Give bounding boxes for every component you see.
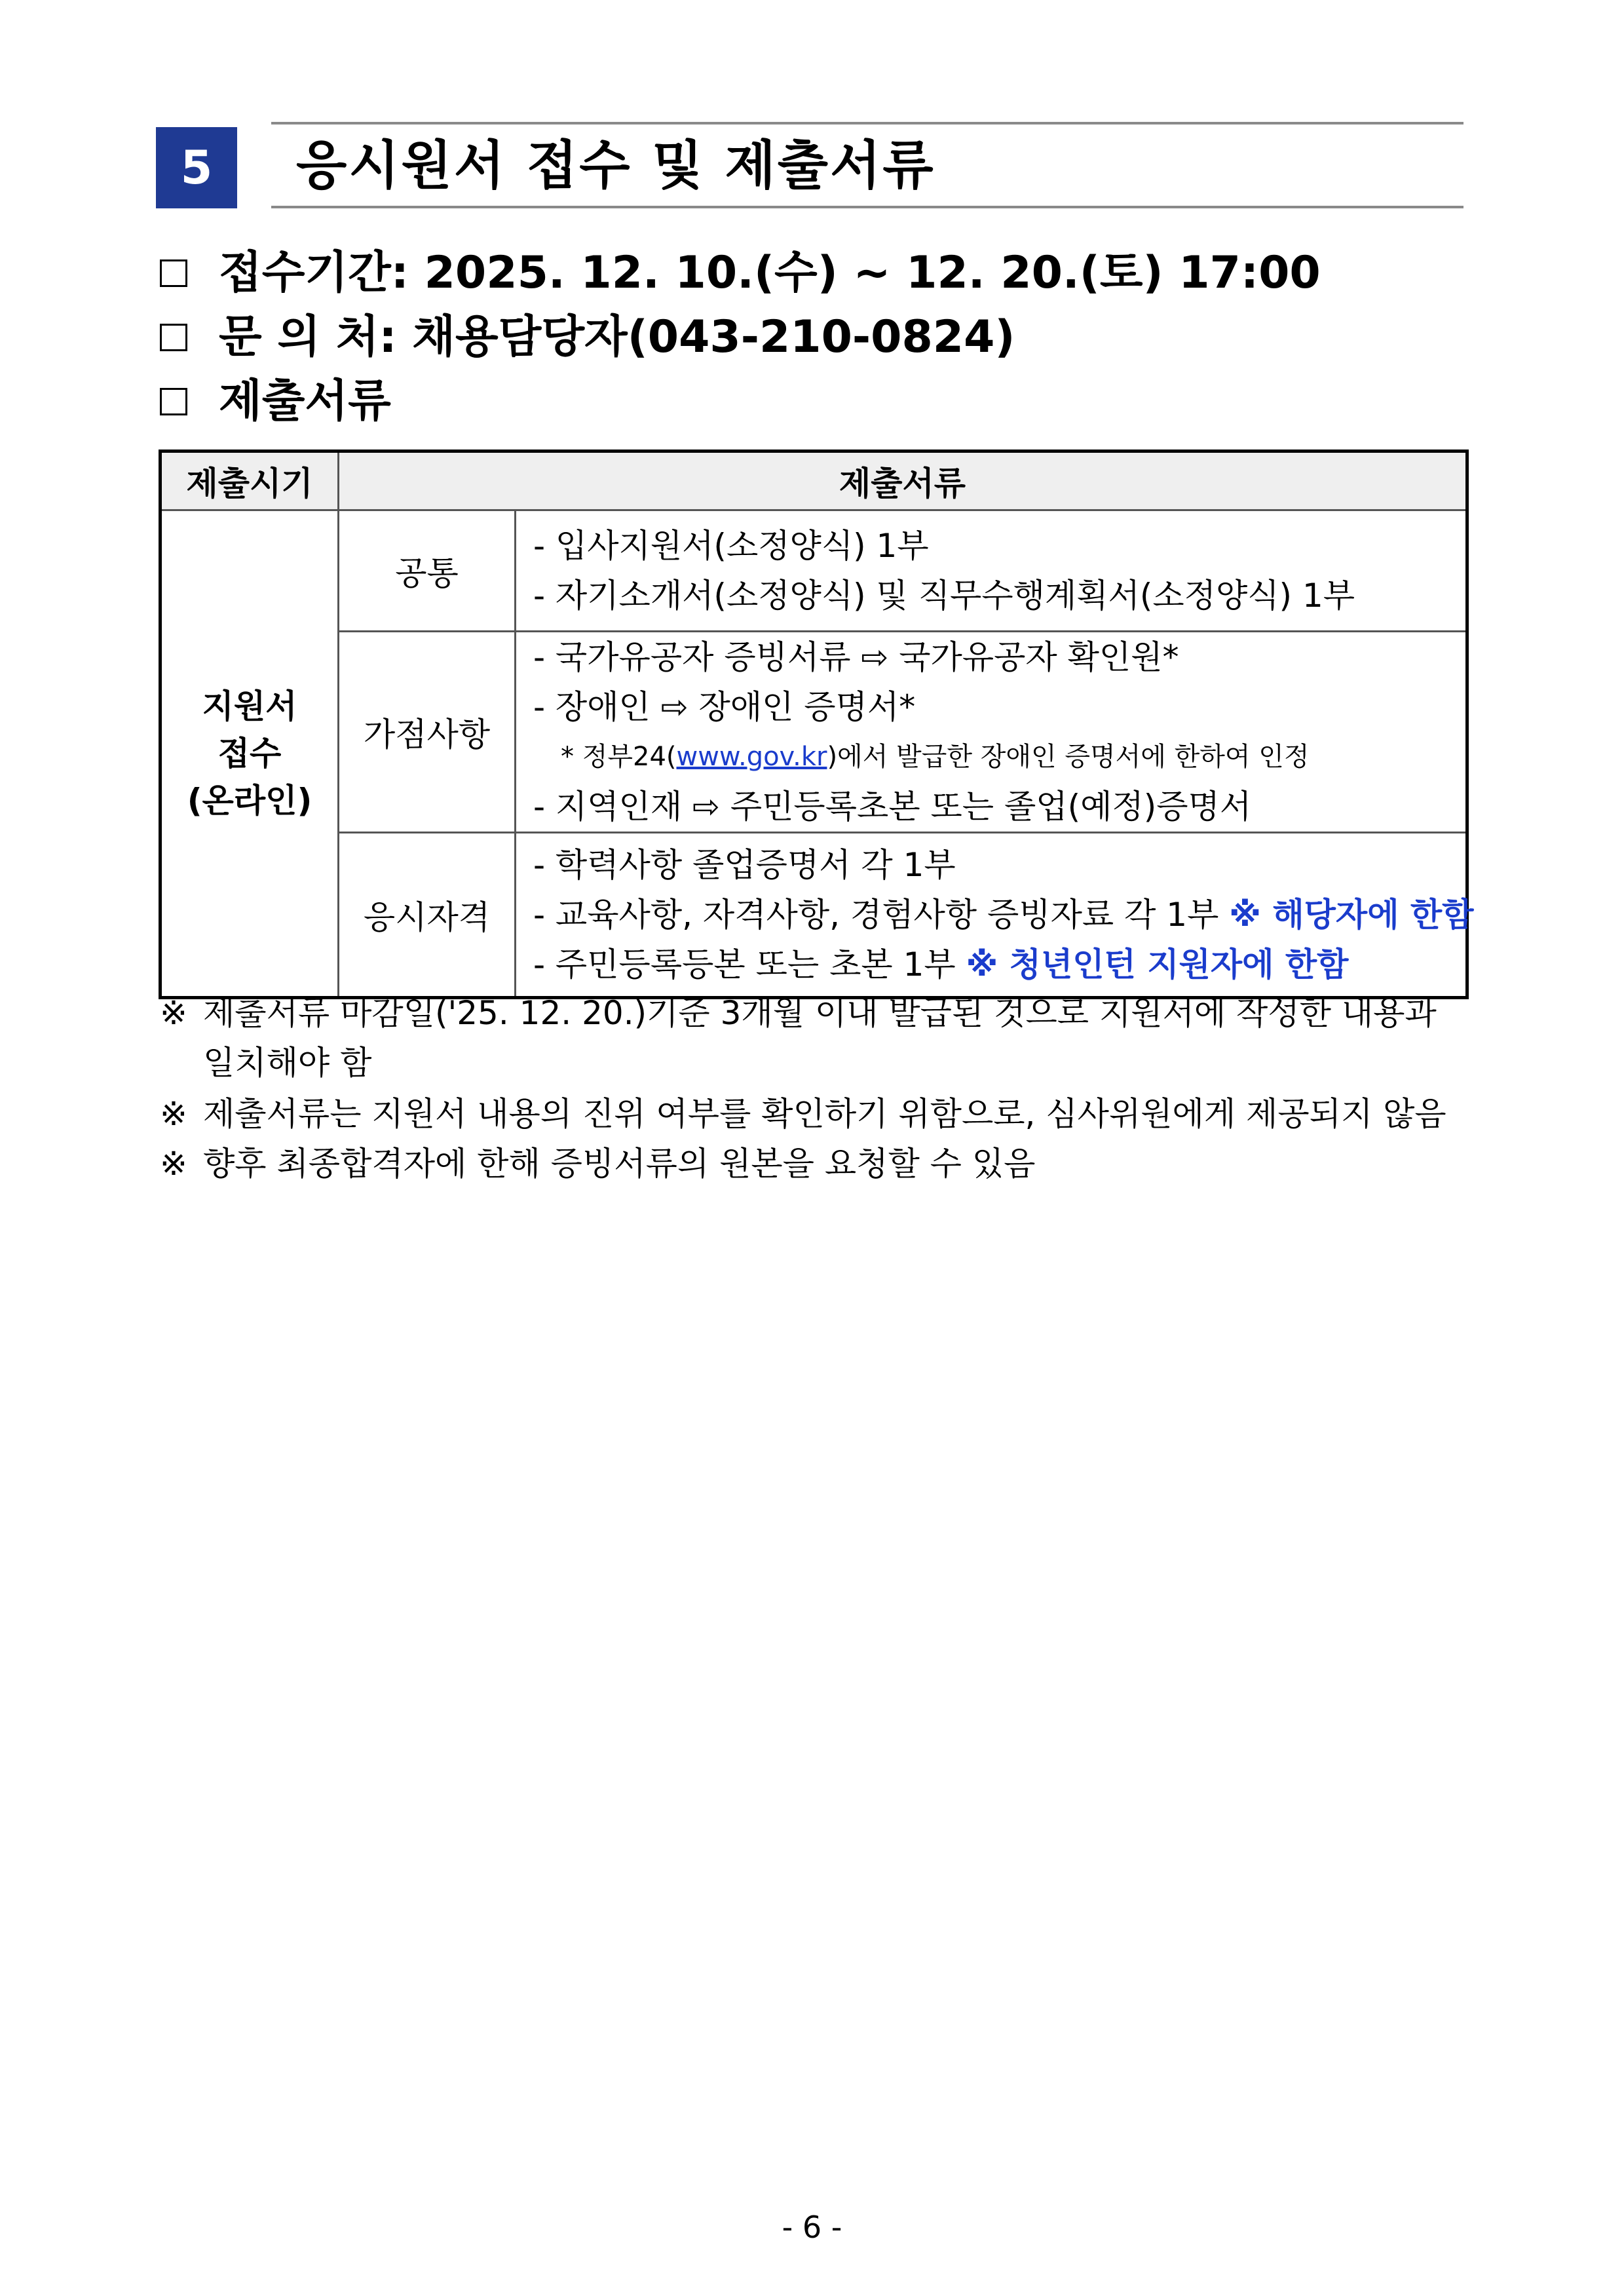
period-line: (온라인) bbox=[187, 782, 312, 820]
page-number: - 6 - bbox=[782, 2210, 842, 2245]
bullet-application-period bbox=[160, 244, 1321, 303]
note-continuation: 일치해야 함 bbox=[203, 1044, 372, 1082]
item-text: - 주민등록등본 또는 초본 1부 bbox=[533, 946, 966, 984]
header-documents: 제출서류 bbox=[339, 451, 1467, 510]
period-cell bbox=[161, 510, 339, 998]
section-title: 응시원서 접수 및 제출서류 bbox=[296, 135, 935, 196]
title-rule-top bbox=[271, 122, 1463, 124]
items-bonus bbox=[516, 632, 1467, 833]
document-item: - 국가유공자 증빙서류 ⇨ 국가유공자 확인원* bbox=[533, 638, 1179, 676]
checkbox-icon bbox=[160, 388, 187, 415]
note-purpose bbox=[160, 1089, 1446, 1139]
subnote-suffix: )에서 발급한 장애인 증명서에 한하여 인정 bbox=[827, 742, 1310, 772]
document-item: - 입사지원서(소정양식) 1부 bbox=[533, 527, 929, 565]
highlight-note: ※ 청년인턴 지원자에 한함 bbox=[966, 946, 1349, 984]
documents-table bbox=[159, 450, 1474, 999]
bullet-text: 접수기간: 2025. 12. 10.(수) ~ 12. 20.(토) 17:00 bbox=[219, 247, 1321, 299]
category-common: 공통 bbox=[339, 510, 516, 632]
section-header bbox=[156, 122, 1463, 210]
document-item: - 지역인재 ⇨ 주민등록초본 또는 졸업(예정)증명서 bbox=[533, 788, 1252, 826]
bullet-documents bbox=[160, 372, 391, 431]
category-eligibility: 응시자격 bbox=[339, 833, 516, 998]
checkbox-icon bbox=[160, 259, 187, 287]
header-period: 제출시기 bbox=[161, 451, 339, 510]
reference-mark-icon: ※ bbox=[160, 1095, 187, 1133]
document-subnote bbox=[533, 732, 1465, 782]
category-bonus: 가점사항 bbox=[339, 632, 516, 833]
items-eligibility bbox=[516, 833, 1474, 998]
item-text: - 교육사항, 자격사항, 경험사항 증빙자료 각 1부 bbox=[533, 896, 1230, 934]
table-row bbox=[161, 632, 1467, 833]
title-rule-bottom bbox=[271, 206, 1463, 208]
document-item: - 학력사항 졸업증명서 각 1부 bbox=[533, 846, 956, 884]
bullet-text: 제출서류 bbox=[219, 375, 391, 427]
table-row bbox=[161, 510, 1467, 632]
note-text: 향후 최종합격자에 한해 증빙서류의 원본을 요청할 수 있음 bbox=[203, 1145, 1036, 1183]
reference-mark-icon: ※ bbox=[160, 1145, 187, 1183]
note-text: 제출서류 마감일('25. 12. 20.)기준 3개월 이내 발급된 것으로 지원서에 작성한 내용과 bbox=[203, 994, 1437, 1032]
note-text: 제출서류는 지원서 내용의 진위 여부를 확인하기 위함으로, 심사위원에게 제공되지 않음 bbox=[203, 1095, 1446, 1133]
bullet-contact bbox=[160, 308, 1015, 367]
subnote-prefix: * 정부24( bbox=[561, 742, 677, 772]
period-line: 지원서 bbox=[202, 687, 297, 725]
checkbox-icon bbox=[160, 324, 187, 351]
period-line: 접수 bbox=[217, 735, 282, 773]
highlight-note: ※ 해당자에 한함 bbox=[1229, 896, 1474, 934]
table-row bbox=[161, 833, 1467, 998]
bullet-text: 문 의 처: 채용담당자(043-210-0824) bbox=[219, 311, 1015, 363]
table-header-row bbox=[161, 451, 1467, 510]
document-item bbox=[533, 890, 1474, 940]
items-common bbox=[516, 510, 1467, 632]
document-item bbox=[533, 940, 1465, 989]
reference-mark-icon: ※ bbox=[160, 994, 187, 1032]
note-originals bbox=[160, 1139, 1035, 1189]
note-deadline bbox=[160, 988, 1437, 1088]
document-item: - 자기소개서(소정양식) 및 직무수행계획서(소정양식) 1부 bbox=[533, 577, 1355, 615]
document-item: - 장애인 ⇨ 장애인 증명서* bbox=[533, 688, 916, 726]
section-number-badge: 5 bbox=[156, 127, 237, 208]
gov-link[interactable]: www.gov.kr bbox=[676, 742, 827, 772]
